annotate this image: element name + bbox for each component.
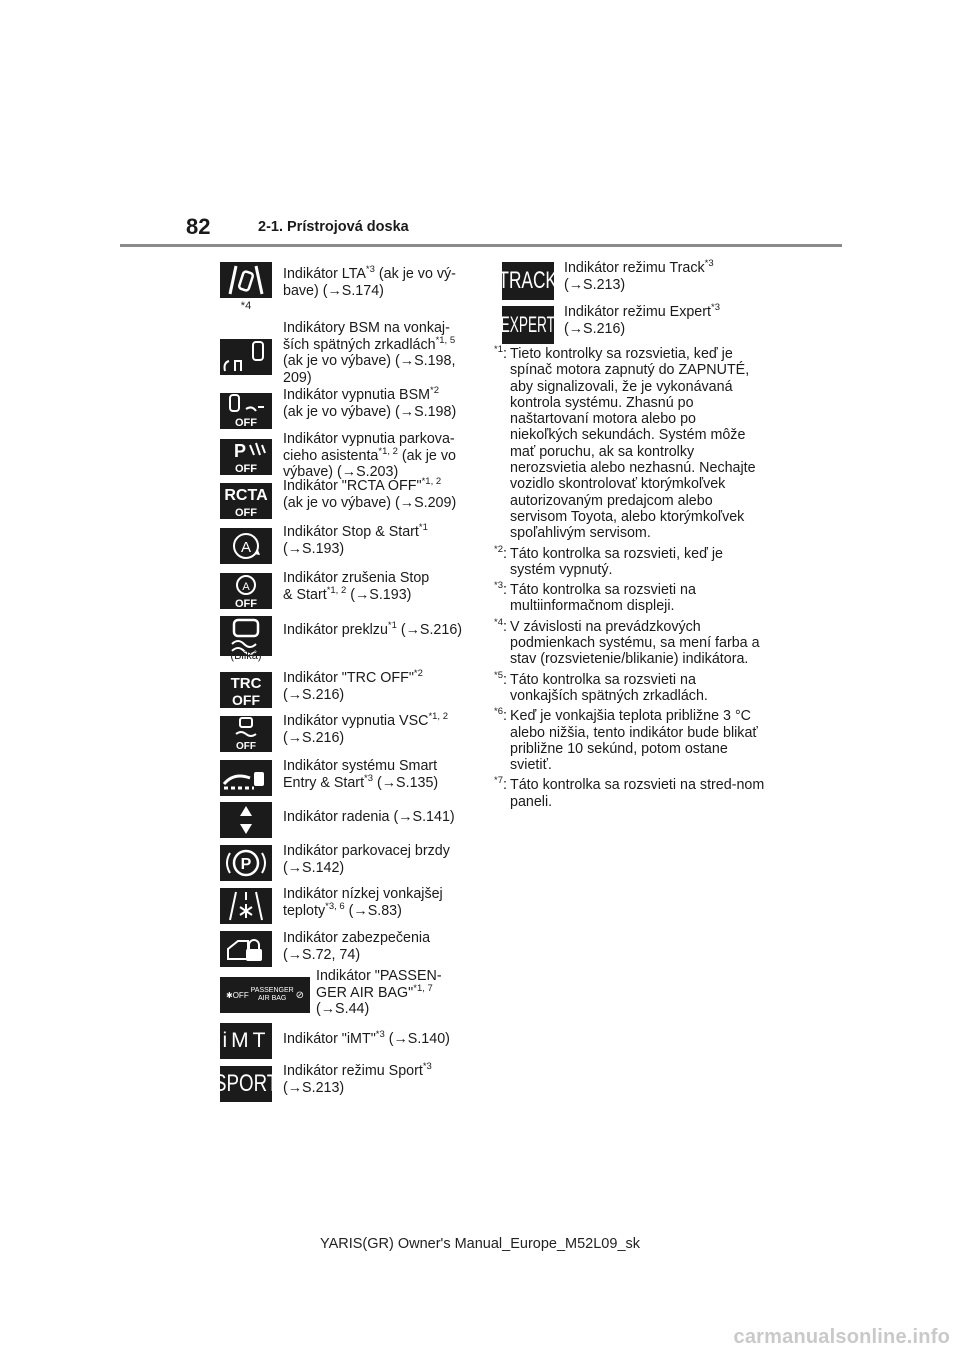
parking-assist-off-icon — [220, 439, 272, 475]
footnote-text: Táto kontrolka sa rozsvieti na stred-nom paneli. — [510, 777, 765, 810]
svg-text:OFF: OFF — [235, 463, 257, 475]
footnote — [494, 669, 766, 705]
footnote-marker: $^{*7}$: — [494, 775, 507, 794]
footnote — [494, 777, 766, 810]
footnote-text: Táto kontrolka sa rozsvieti na vonkajších spätných zrkadlách. — [510, 671, 708, 704]
footnotes — [494, 346, 766, 814]
svg-text:A: A — [242, 581, 250, 593]
footnote-marker: $^{*5}$: — [494, 669, 507, 688]
svg-text:OFF: OFF — [235, 598, 257, 610]
page-number: 82 — [186, 214, 211, 239]
indicator-description: Indikátor zabezpečenia (→S.72, 74) — [283, 930, 431, 963]
indicator-description: Indikátor "iMT"$^{*3}$ (→S.140) — [283, 1029, 450, 1047]
icon-caption: *4 — [240, 300, 252, 312]
mode-indicator-description: Indikátor režimu Track$^{*3}$ (→S.213) — [564, 258, 714, 293]
indicator-description: Indikátor systému Smart Entry & Start$^{*3}$ (→S.135) — [283, 758, 439, 791]
low-temperature-icon — [220, 888, 272, 924]
indicator-description: Indikátor "RCTA OFF"$^{*1, 2}$ (ak je vo výbave) (→S.209) — [283, 476, 457, 511]
indicator-description: Indikátor "PASSEN- GER AIR BAG"$^{*1, 7}$ (→S.44) — [316, 968, 442, 1017]
svg-text:OFF: OFF — [236, 741, 256, 752]
passenger-airbag-icon: ✱OFF PASSENGER AIR BAG ⊘ — [220, 977, 310, 1013]
footnote-marker: $^{*3}$: — [494, 580, 507, 599]
vsc-off-icon — [220, 716, 272, 752]
indicator-description: Indikátor radenia (→S.141) — [283, 809, 455, 825]
footnote — [494, 346, 766, 542]
trc-off-icon — [220, 672, 272, 708]
smart-entry-icon — [220, 760, 272, 796]
svg-text:OFF: OFF — [232, 692, 260, 708]
rcta-off-icon — [220, 483, 272, 519]
footnote — [494, 708, 766, 773]
parking-brake-icon — [220, 845, 272, 881]
indicator-description: Indikátor zrušenia Stop & Start$^{*1, 2}$ (→S.193) — [283, 570, 430, 603]
svg-text:P: P — [240, 856, 252, 873]
footnote-marker: $^{*1}$: — [494, 344, 507, 362]
imt-icon-label: iMT — [222, 1029, 270, 1052]
sport-mode-icon — [213, 1066, 279, 1102]
passenger-airbag-label: PASSENGER AIR BAG — [250, 987, 294, 1002]
footnote — [494, 616, 766, 668]
security-icon — [220, 931, 272, 967]
indicator-description: Indikátor vypnutia parkova- cieho asistenta$^{*1, 2}$ (ak je vo výbave) (→S.203) — [283, 431, 456, 480]
svg-text:P: P — [233, 441, 247, 461]
svg-text:OFF: OFF — [235, 417, 257, 429]
footer-text: YARIS(GR) Owner's Manual_Europe_M52L09_sk — [319, 1236, 641, 1252]
imt-icon — [220, 1023, 272, 1059]
shift-indicator-icon — [220, 802, 272, 838]
indicator-description: Indikátor režimu Sport$^{*3}$ (→S.213) — [283, 1061, 432, 1096]
indicator-description: Indikátor parkovacej brzdy (→S.142) — [283, 843, 450, 876]
indicator-description: Indikátor vypnutia VSC$^{*1, 2}$ (→S.216) — [283, 711, 448, 746]
footnote-text: Keď je vonkajšia teplota približne 3 °C alebo nižšia, tento indikátor bude blikať približne 10 sekúnd, potom ostane svietiť. — [510, 708, 758, 774]
footnote — [494, 582, 766, 615]
indicator-description: Indikátor "TRC OFF"$^{*2}$ (→S.216) — [283, 668, 423, 703]
mode-indicator-description: Indikátor režimu Expert$^{*3}$ (→S.216) — [564, 302, 720, 337]
header-rule — [120, 244, 842, 247]
footnote-text: Tieto kontrolky sa rozsvietia, keď je spínač motora zapnutý do ZAPNUTÉ, aby signalizovali, že je vykonávaná kontrola systému. Zhasnú po naštartovaní motora alebo po niekoľkých sekundách. Systém môže mať poruchu, ak sa kontrolky nerozsvietia alebo nezhasnú. Nechajte vozidlo skontrolovať ktorýmkoľvek autorizovaným predajcom alebo servisom Toyota, alebo ktorýmkoľvek spoľahlivým servisom. — [510, 346, 756, 542]
bsm-mirror-icon — [220, 339, 272, 375]
svg-text:RCTA: RCTA — [224, 487, 268, 504]
indicator-description: Indikátor LTA$^{*3}$ (ak je vo vý- bave) (→S.174) — [283, 264, 456, 299]
stop-start-off-icon — [220, 573, 272, 609]
icon-caption: (Bliká) — [230, 650, 262, 662]
svg-text:A: A — [240, 539, 252, 556]
svg-text:OFF: OFF — [235, 507, 257, 519]
footnote — [494, 543, 766, 579]
footnote-text: V závislosti na prevádzkových podmienkach systému, sa mení farba a stav (rozsvietenie/blikanie) indikátora. — [510, 618, 760, 668]
stop-start-icon — [220, 528, 272, 564]
indicator-description: Indikátor Stop & Start$^{*1}$ (→S.193) — [283, 522, 428, 557]
indicator-description: Indikátor vypnutia BSM$^{*2}$ (ak je vo výbave) (→S.198) — [283, 385, 457, 420]
track-mode-icon — [498, 262, 558, 300]
footnote-text: Táto kontrolka sa rozsvieti na multiinformačnom displeji. — [510, 582, 696, 615]
indicator-description: Indikátor preklzu$^{*1}$ (→S.216) — [283, 620, 463, 638]
indicator-description: Indikátor nízkej vonkajšej teploty$^{*3, 6}$ (→S.83) — [283, 886, 443, 919]
svg-text:TRC: TRC — [230, 675, 262, 692]
bsm-off-icon — [220, 393, 272, 429]
indicator-description: Indikátory BSM na vonkaj- ších spätných zrkadlách$^{*1, 5}$ (ak je vo výbave) (→S.198, 209) — [283, 320, 456, 386]
track-mode-icon-label: TRACK — [498, 267, 558, 294]
watermark: carmanualsonline.info — [733, 1326, 950, 1348]
footnote-text: Táto kontrolka sa rozsvieti, keď je systém vypnutý. — [510, 545, 724, 578]
section-title: 2-1. Prístrojová doska — [258, 219, 409, 235]
expert-mode-icon-label: EXPERT — [500, 312, 556, 337]
sport-mode-icon-label: SPORT — [213, 1070, 279, 1097]
footnote-marker: $^{*4}$: — [494, 616, 507, 635]
footnote-marker: $^{*6}$: — [494, 706, 507, 725]
lane-tracing-icon — [220, 262, 272, 298]
expert-mode-icon — [502, 306, 554, 344]
footnote-marker: $^{*2}$: — [494, 543, 507, 562]
